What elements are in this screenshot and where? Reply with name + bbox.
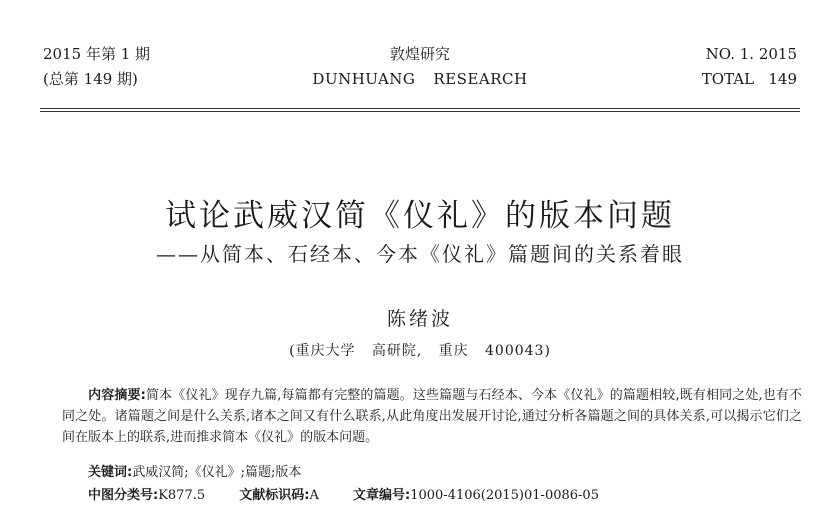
total-issue-en: TOTAL 149 bbox=[701, 70, 797, 88]
author-affiliation: (重庆大学 高研院, 重庆 400043) bbox=[289, 343, 551, 359]
total-issue-cn: (总第 149 期) bbox=[43, 70, 138, 88]
journal-name-en-part2: RESEARCH bbox=[433, 70, 528, 88]
article-subtitle: ——从简本、石经本、今本《仪礼》篇题间的关系着眼 bbox=[156, 242, 684, 266]
journal-name-cn: 敦煌研究 bbox=[389, 45, 450, 63]
classification-codes bbox=[88, 486, 629, 506]
doc-code bbox=[239, 486, 319, 506]
keywords bbox=[88, 463, 301, 483]
keywords-text: 武威汉简;《仪礼》;篇题;版本 bbox=[132, 465, 302, 480]
abstract bbox=[62, 385, 802, 448]
article-number-value: 1000-4106(2015)01-0086-05 bbox=[410, 488, 599, 503]
header-rule-top bbox=[40, 108, 800, 109]
article-number bbox=[353, 486, 599, 506]
keywords-label: 关键词: bbox=[88, 465, 133, 480]
issue-cn: 2015 年第 1 期 bbox=[43, 45, 151, 63]
clc-value: K877.5 bbox=[158, 488, 206, 503]
clc-code bbox=[88, 486, 205, 506]
author-name: 陈绪波 bbox=[386, 308, 453, 330]
doc-label: 文献标识码: bbox=[239, 488, 310, 503]
doc-value: A bbox=[309, 488, 319, 503]
abstract-label: 内容摘要: bbox=[88, 388, 146, 403]
article-number-label: 文章编号: bbox=[353, 488, 411, 503]
journal-name-en-part1: DUNHUANG bbox=[312, 70, 416, 88]
clc-label: 中图分类号: bbox=[88, 488, 159, 503]
article-title: 试论武威汉简《仪礼》的版本问题 bbox=[165, 198, 675, 234]
header-rule-bottom bbox=[40, 111, 800, 112]
abstract-text: 简本《仪礼》现存九篇,每篇都有完整的篇题。这些篇题与石经本、今本《仪礼》的篇题相较,既有相同之处,也有不同之处。诸篇题之间是什么关系,诸本之间又有什么联系,从此角度出发展开讨论,通过分析各篇题之间的具体关系,可以揭示它们之间在版本上的联系,进而推求简本《仪礼》的版本问题。 bbox=[62, 388, 802, 445]
journal-issue-info-en bbox=[702, 44, 797, 94]
issue-en: NO. 1. 2015 bbox=[705, 45, 797, 63]
